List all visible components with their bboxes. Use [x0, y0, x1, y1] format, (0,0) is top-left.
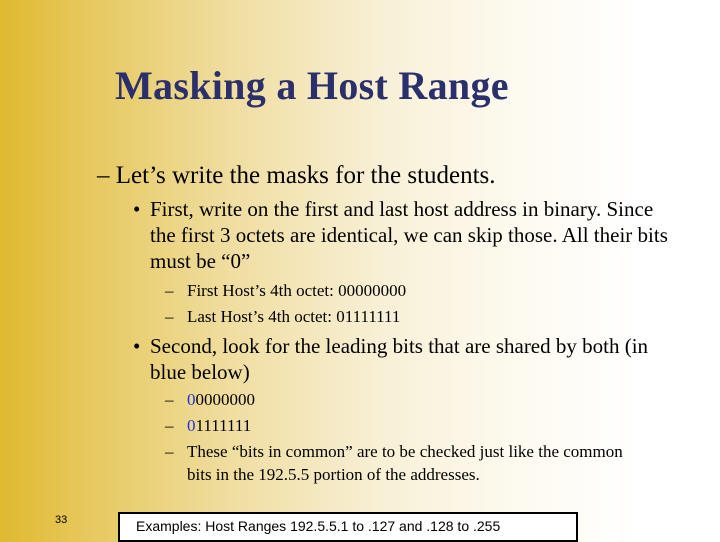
- sub-point-last-host: [165, 305, 400, 328]
- bullet-second-step: [133, 333, 670, 385]
- sub-point-first-host: [165, 279, 406, 302]
- bullet-first-step: [133, 196, 670, 274]
- bullet-second-step-text: Second, look for the leading bits that are shared by both (in blue below): [150, 334, 649, 384]
- lead-point: – Let’s write the masks for the students.: [97, 162, 496, 189]
- remaining-bits-first: 0000000: [195, 390, 255, 409]
- last-host-octet-text: Last Host’s 4th octet: 01111111: [187, 307, 401, 326]
- bullet-marker: •: [133, 334, 141, 358]
- sub-point-binary-last: [165, 414, 251, 437]
- sub-point-binary-first: [165, 388, 255, 411]
- common-bits-last: 0: [187, 416, 196, 435]
- bullet-first-step-text: First, write on the first and last host address in binary. Since the first 3 octets are identical, we can skip those. All their bits must be “0”: [150, 197, 668, 273]
- examples-text: Examples: Host Ranges 192.5.5.1 to .127 and .128 to .255: [136, 518, 501, 534]
- slide-title: Masking a Host Range: [115, 63, 509, 108]
- dash-marker: –: [165, 416, 174, 435]
- remaining-bits-last: 1111111: [195, 416, 252, 435]
- examples-box: [118, 512, 578, 542]
- sub-point-bits-in-common: [165, 440, 635, 486]
- dash-marker: –: [165, 281, 174, 300]
- bits-in-common-text: These “bits in common” are to be checked just like the common bits in the 192.5.5 portion of the addresses.: [187, 442, 623, 484]
- slide-number: 33: [55, 514, 68, 526]
- common-bits-first: 0: [187, 390, 196, 409]
- first-host-octet-text: First Host’s 4th octet: 00000000: [187, 281, 407, 300]
- bullet-marker: •: [133, 197, 141, 221]
- dash-marker: –: [165, 390, 174, 409]
- dash-marker: –: [165, 442, 174, 461]
- dash-marker: –: [165, 307, 174, 326]
